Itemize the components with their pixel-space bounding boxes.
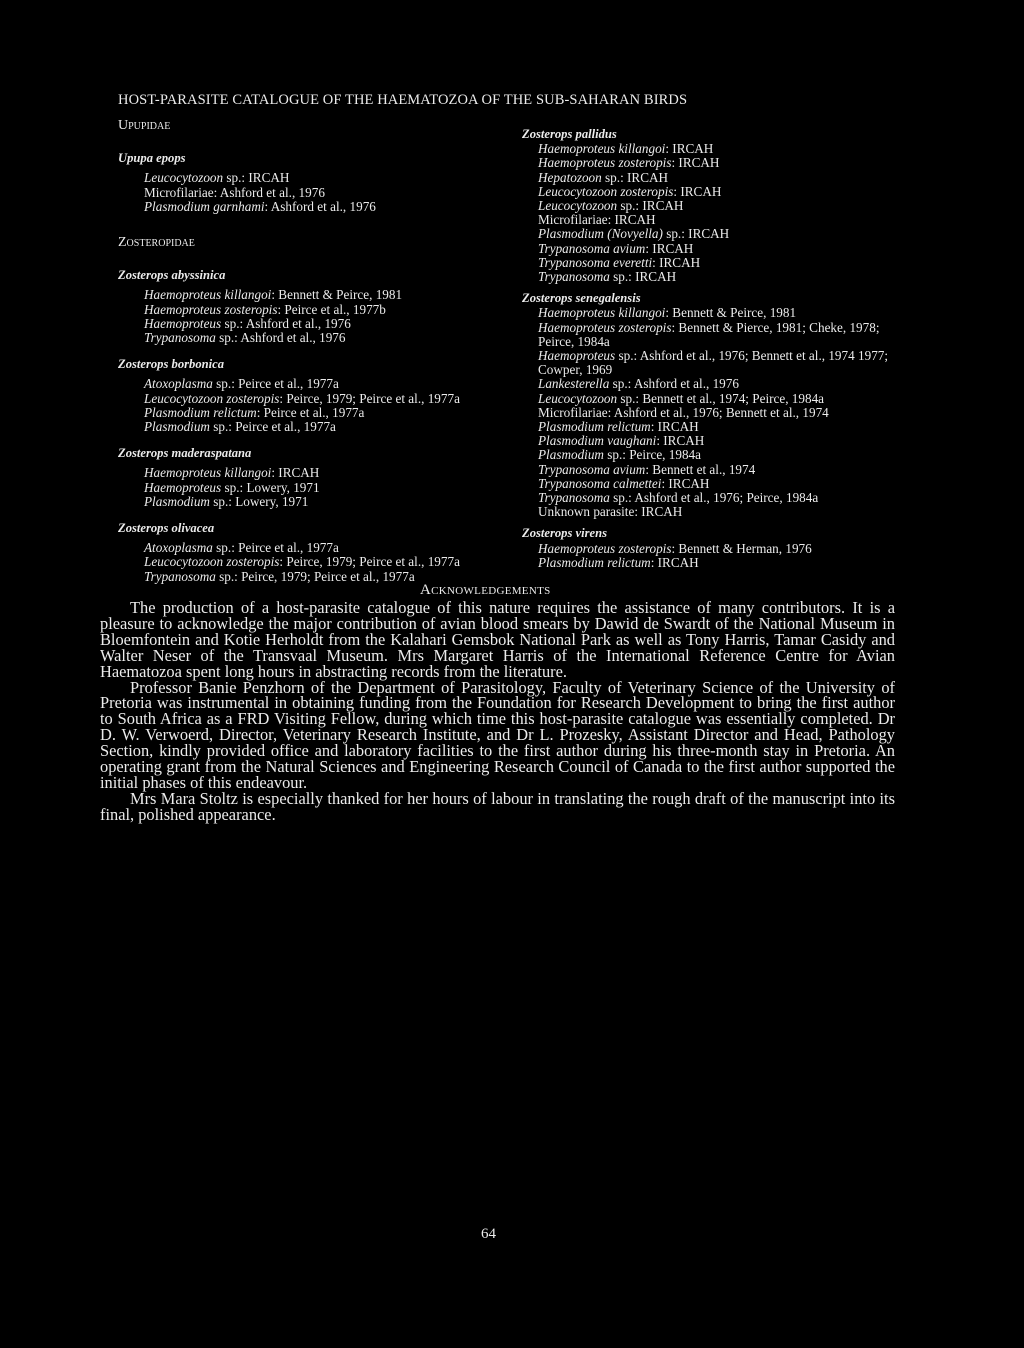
- parasite-record: [118, 466, 498, 480]
- parasite-record: [522, 491, 907, 505]
- record-citation: sp.: Peirce et al., 1977a: [212, 540, 339, 556]
- record-citation: : IRCAH: [650, 554, 699, 570]
- record-citation: sp.: Peirce et al., 1977a: [212, 376, 339, 392]
- host-name: Zosterops borbonica: [118, 357, 225, 372]
- parasite-record: [118, 200, 498, 214]
- record-citation: : Peirce et al., 1977a: [256, 404, 365, 420]
- record-citation: : Bennett & Pierce, 1981; Cheke, 1978; Peirce, 1984a: [538, 319, 880, 349]
- parasite-record: [522, 556, 907, 570]
- parasite-name: Plasmodium vaughani: [538, 433, 657, 449]
- record-citation: sp.: Lowery, 1971: [221, 479, 320, 495]
- record-citation: : IRCAH: [661, 475, 710, 491]
- host-entry-zosterops-borbonica: [118, 357, 498, 434]
- ack-paragraph: Professor Banie Penzhorn of the Department of Parasitology, Faculty of Veterinary Science of the University of Pretoria was instrumental in obtaining funding from the Foundation for Research Development to bring the first author to South Africa as a FRD Visiting Fellow, during which time this host-parasite catalogue was essentially completed. Dr D. W. Verwoerd, Director, Veterinary Research Institute, and Dr L. Prozesky, Assistant Director and Head, Pathology Section, kindly provided office and laboratory facilities to the first author during his three-month stay in Pretoria. An operating grant from the Natural Sciences and Engineering Research Council of Canada to the first author supported the initial phases of this endeavour.: [100, 677, 895, 792]
- parasite-record: [522, 477, 907, 491]
- record-citation: : Bennett & Peirce, 1981: [271, 287, 403, 303]
- parasite-record: [118, 495, 498, 509]
- parasite-record: [118, 420, 498, 434]
- parasite-record: [118, 481, 498, 495]
- parasite-name: Leucocytozoon: [144, 170, 224, 186]
- parasite-record: [118, 406, 498, 420]
- record-citation: sp.: Ashford et al., 1976; Bennett et al., 1974 1977; Cowper, 1969: [538, 348, 889, 378]
- parasite-record: [522, 185, 907, 199]
- right-column: [522, 127, 907, 576]
- host-entry-zosterops-virens: [522, 526, 907, 570]
- parasite-record: [522, 171, 907, 185]
- parasite-record: [522, 349, 907, 377]
- parasite-record: [522, 542, 907, 556]
- record-citation: : Bennett & Herman, 1976: [671, 540, 812, 556]
- parasite-record: [522, 242, 907, 256]
- parasite-record: [522, 270, 907, 284]
- ack-paragraph: The production of a host-parasite catalogue of this nature requires the assistance of many contributors. It is a pleasure to acknowledge the major contribution of avian blood smears by Dawid de Swardt of the National Museum in Bloemfontein and Kotie Herholdt from the Kalahari Gemsbok National Park as well as Tony Harris, Tamar Casidy and Walter Neser of the Transvaal Museum. Mrs Margaret Harris of the International Reference Centre for Avian Haematozoa spent long hours in abstracting records from the literature.: [100, 598, 895, 681]
- record-citation: : IRCAH: [650, 419, 699, 435]
- record-citation: : IRCAH: [671, 155, 720, 171]
- parasite-name: Haemoproteus killangoi: [144, 465, 272, 481]
- host-entry-zosterops-olivacea: [118, 521, 498, 584]
- record-citation: : IRCAH: [665, 141, 714, 157]
- parasite-record: [118, 303, 498, 317]
- parasite-name: Leucocytozoon: [538, 198, 618, 214]
- record-citation: Microfilariae: Ashford et al., 1976: [144, 184, 325, 200]
- parasite-record: [118, 186, 498, 200]
- record-citation: : IRCAH: [645, 240, 694, 256]
- parasite-record: [522, 199, 907, 213]
- host-name: Zosterops abyssinica: [118, 268, 226, 283]
- parasite-record: [118, 331, 498, 345]
- parasite-name: Haemoproteus: [538, 348, 616, 364]
- record-citation: : Peirce, 1979; Peirce et al., 1977a: [279, 554, 460, 570]
- record-citation: sp.: Peirce, 1984a: [603, 447, 701, 463]
- record-citation: : Peirce, 1979; Peirce et al., 1977a: [279, 390, 460, 406]
- record-list: [118, 377, 498, 434]
- parasite-name: Trypanosoma: [538, 490, 610, 506]
- record-list: [118, 171, 498, 214]
- parasite-name: Trypanosoma: [144, 568, 216, 584]
- parasite-name: Haemoproteus killangoi: [538, 141, 666, 157]
- acknowledgements-heading: Acknowledgements: [420, 582, 551, 598]
- host-name: Zosterops virens: [522, 526, 608, 541]
- parasite-record: [522, 392, 907, 406]
- parasite-record: [522, 142, 907, 156]
- parasite-record: [522, 256, 907, 270]
- parasite-record: [118, 288, 498, 302]
- parasite-record: [522, 227, 907, 241]
- parasite-name: Atoxoplasma: [144, 540, 213, 556]
- parasite-record: [522, 377, 907, 391]
- parasite-name: Leucocytozoon zosteropis: [144, 554, 280, 570]
- family-heading-zosteropidae: Zosteropidae: [118, 235, 195, 251]
- parasite-name: Leucocytozoon zosteropis: [144, 390, 280, 406]
- record-citation: sp.: Ashford et al., 1976: [215, 330, 346, 346]
- parasite-record: [522, 505, 907, 519]
- parasite-record: [118, 317, 498, 331]
- parasite-record: [522, 406, 907, 420]
- record-citation: sp.: Bennett et al., 1974; Peirce, 1984a: [617, 390, 825, 406]
- page-number: 64: [481, 1226, 496, 1242]
- record-citation: : IRCAH: [673, 183, 722, 199]
- parasite-name: Plasmodium: [538, 447, 604, 463]
- record-citation: sp.: IRCAH: [617, 198, 684, 214]
- parasite-name: Trypanosoma avium: [538, 240, 646, 256]
- parasite-name: Trypanosoma avium: [538, 461, 646, 477]
- record-citation: sp.: Lowery, 1971: [209, 493, 309, 509]
- record-list: [118, 288, 498, 345]
- parasite-name: Leucocytozoon: [538, 390, 618, 406]
- parasite-name: Hepatozoon: [538, 169, 602, 185]
- parasite-name: Haemoproteus: [144, 315, 222, 331]
- parasite-record: [118, 171, 498, 185]
- record-citation: : Bennett & Peirce, 1981: [665, 305, 797, 321]
- record-list: [522, 306, 907, 519]
- host-entry-upupa-epops: [118, 151, 498, 214]
- record-citation: : IRCAH: [271, 465, 320, 481]
- record-list: [118, 466, 498, 509]
- family-heading-upupidae: Upupidae: [118, 118, 171, 133]
- parasite-record: [522, 448, 907, 462]
- parasite-record: [522, 420, 907, 434]
- record-list: [522, 542, 907, 570]
- record-list: [522, 142, 907, 284]
- record-citation: sp.: IRCAH: [662, 226, 730, 242]
- parasite-name: Haemoproteus zosteropis: [538, 540, 672, 556]
- record-citation: sp.: Ashford et al., 1976: [221, 315, 351, 331]
- parasite-record: [522, 213, 907, 227]
- parasite-name: Haemoproteus zosteropis: [144, 301, 278, 317]
- parasite-name: Plasmodium: [144, 419, 210, 435]
- parasite-name: Lankesterella: [538, 376, 610, 392]
- parasite-name: Haemoproteus killangoi: [538, 305, 666, 321]
- record-citation: : IRCAH: [652, 254, 701, 270]
- record-citation: : IRCAH: [656, 433, 705, 449]
- record-citation: : Peirce et al., 1977b: [277, 301, 386, 317]
- parasite-name: Plasmodium relictum: [538, 554, 651, 570]
- parasite-name: Trypanosoma: [538, 269, 610, 285]
- running-header: HOST-PARASITE CATALOGUE OF THE HAEMATOZOA OF THE SUB-SAHARAN BIRDS: [118, 92, 688, 108]
- parasite-record: [118, 541, 498, 555]
- parasite-record: [522, 434, 907, 448]
- parasite-name: Atoxoplasma: [144, 376, 213, 392]
- host-name: Zosterops pallidus: [522, 127, 617, 141]
- record-citation: sp.: Ashford et al., 1976; Peirce, 1984a: [609, 490, 819, 506]
- host-name: Zosterops senegalensis: [522, 291, 641, 306]
- parasite-name: Plasmodium: [144, 493, 210, 509]
- host-name: Zosterops maderaspatana: [118, 446, 252, 461]
- parasite-name: Haemoproteus: [144, 479, 222, 495]
- parasite-record: [522, 306, 907, 320]
- host-entry-zosterops-pallidus: [522, 127, 907, 284]
- parasite-record: [118, 555, 498, 569]
- record-citation: Microfilariae: IRCAH: [538, 212, 656, 228]
- record-citation: : Bennett et al., 1974: [645, 461, 756, 477]
- host-entry-zosterops-senegalensis: [522, 291, 907, 519]
- parasite-name: Plasmodium relictum: [538, 419, 651, 435]
- record-citation: sp.: IRCAH: [609, 269, 677, 285]
- record-citation: Microfilariae: Ashford et al., 1976; Bennett et al., 1974: [538, 404, 829, 420]
- acknowledgements-body: [100, 600, 895, 823]
- left-column: [118, 119, 498, 596]
- host-name: Zosterops olivacea: [118, 521, 215, 536]
- parasite-name: Plasmodium (Novyella): [538, 226, 663, 242]
- host-name: Upupa epops: [118, 151, 186, 166]
- host-entry-zosterops-maderaspatana: [118, 446, 498, 509]
- record-citation: : Ashford et al., 1976: [264, 198, 376, 214]
- parasite-name: Haemoproteus killangoi: [144, 287, 272, 303]
- parasite-record: [118, 377, 498, 391]
- record-citation: sp.: Peirce et al., 1977a: [209, 419, 336, 435]
- ack-paragraph: Mrs Mara Stoltz is especially thanked for her hours of labour in translating the rough draft of the manuscript into its final, polished appearance.: [100, 788, 895, 824]
- record-list: [118, 541, 498, 584]
- parasite-name: Haemoproteus zosteropis: [538, 155, 672, 171]
- parasite-name: Plasmodium garnhami: [144, 198, 265, 214]
- record-citation: sp.: Ashford et al., 1976: [609, 376, 739, 392]
- host-entry-zosterops-abyssinica: [118, 268, 498, 345]
- parasite-name: Plasmodium relictum: [144, 404, 257, 420]
- parasite-name: Trypanosoma: [144, 330, 216, 346]
- parasite-record: [522, 156, 907, 170]
- record-citation: Unknown parasite: IRCAH: [538, 504, 683, 520]
- parasite-record: [118, 392, 498, 406]
- parasite-record: [522, 463, 907, 477]
- parasite-name: Trypanosoma everetti: [538, 254, 653, 270]
- parasite-name: Leucocytozoon zosteropis: [538, 183, 674, 199]
- record-citation: sp.: IRCAH: [223, 170, 290, 186]
- record-citation: sp.: Peirce, 1979; Peirce et al., 1977a: [215, 568, 415, 584]
- parasite-record: [522, 321, 907, 349]
- record-citation: sp.: IRCAH: [601, 169, 669, 185]
- parasite-name: Trypanosoma calmettei: [538, 475, 662, 491]
- parasite-name: Haemoproteus zosteropis: [538, 319, 672, 335]
